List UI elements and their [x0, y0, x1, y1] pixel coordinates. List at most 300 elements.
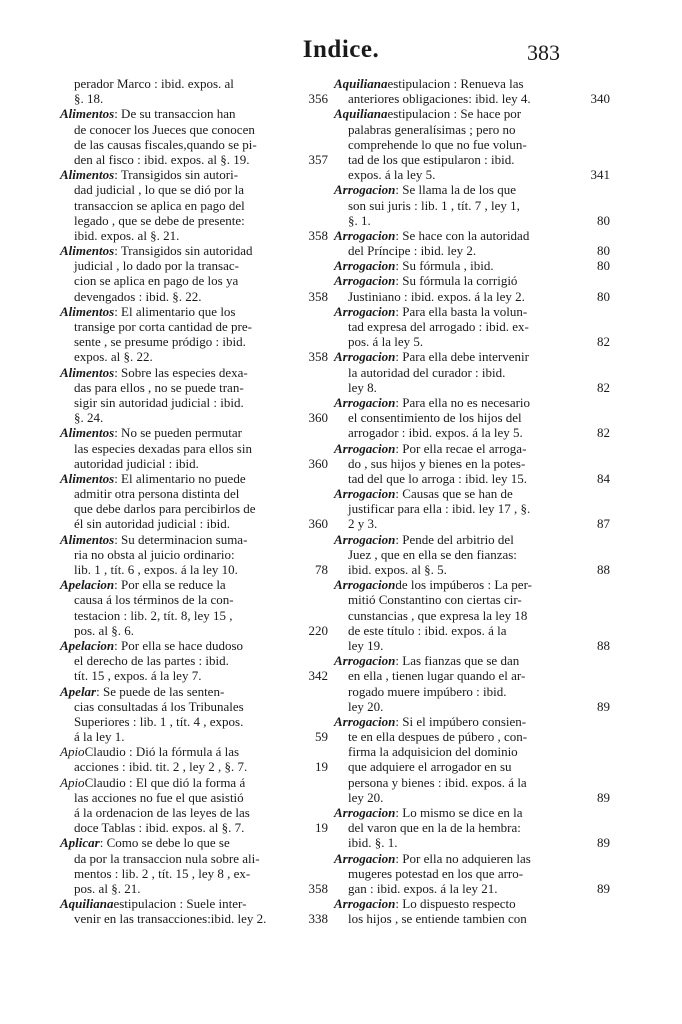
entry-line [60, 851, 304, 866]
entry-line [334, 714, 552, 729]
entry-text: las especies dexadas para ellos sin [74, 440, 252, 456]
entry-page-ref: 356 [308, 91, 328, 107]
entry-page-ref: 220 [308, 622, 328, 638]
entry-line [60, 668, 304, 683]
entry-keyword: Arrogacion [334, 713, 396, 729]
entry-page-ref: 358 [308, 227, 328, 243]
entry-text: á la ley 1. [74, 729, 125, 745]
entry-text: : Causas que se han de [395, 486, 513, 502]
entry-line [60, 699, 304, 714]
entry-line [334, 744, 566, 759]
entry-line [334, 881, 566, 896]
entry-line [334, 410, 566, 425]
entry-line [334, 516, 566, 531]
entry-page-ref: 82 [597, 379, 610, 395]
entry-line [334, 152, 566, 167]
entry-line [60, 653, 304, 668]
entry-page-ref: 89 [597, 880, 610, 896]
entry-line [60, 881, 304, 896]
index-column-right [334, 76, 610, 927]
entry-line [60, 167, 290, 182]
entry-text: mitió Constantino con ciertas cir- [348, 592, 522, 608]
entry-text: estipulacion : Renueva las [387, 76, 524, 91]
index-entry [334, 182, 610, 228]
entry-text: son sui juris : lib. 1 , tít. 7 , ley 1, [348, 197, 520, 213]
entry-text: del Príncipe : ibid. ley 2. [348, 243, 477, 259]
entry-text: dad judicial , lo que se dió por la [74, 182, 245, 198]
entry-text: en ella , tienen lugar quando el ar- [348, 668, 526, 684]
entry-text: Claudio : El que dió la forma á [84, 774, 246, 790]
entry-line [60, 911, 304, 926]
index-entry [334, 805, 610, 851]
entry-page-ref: 89 [597, 789, 610, 805]
entry-line [60, 896, 290, 911]
index-entry [334, 106, 610, 183]
entry-page-ref: 80 [597, 212, 610, 228]
entry-text: estipulacion : Se hace por [387, 106, 522, 122]
entry-text: : El alimentario no puede [114, 470, 246, 486]
entry-text: rogado muere impúbero : ibid. [348, 683, 507, 699]
index-entry [60, 577, 328, 638]
entry-text: comprehende lo que no fue volun- [348, 136, 527, 152]
entry-keyword: Arrogacion [334, 577, 396, 593]
index-entry [334, 303, 610, 350]
entry-line [60, 410, 304, 425]
entry-text: el consentimiento de los hijos del [348, 410, 522, 426]
entry-text: cion se aplica en pago de los ya [74, 273, 239, 289]
entry-line [60, 623, 304, 638]
entry-keyword: Apelacion [60, 637, 115, 653]
entry-text: : Su fórmula la corrigió [395, 273, 518, 289]
entry-text: mentos : lib. 2 , tít. 15 , ley 8 , ex- [74, 865, 251, 881]
entry-text: : Para ella debe intervenir [395, 349, 529, 365]
entry-text: á la ordenacion de las leyes de las [74, 805, 250, 820]
entry-text: legado , que se debe de presente: [74, 212, 245, 228]
entry-line [60, 258, 304, 273]
entry-text: : Se puede de las senten- [96, 683, 225, 699]
index-entry [334, 227, 610, 259]
index-entry [334, 896, 590, 926]
index-entry [334, 349, 610, 395]
entry-text: : No se pueden permutar [114, 425, 242, 441]
entry-keyword: Alimentos [60, 364, 115, 380]
entry-text: den al fisco : ibid. expos. al §. 19. [74, 151, 250, 167]
entry-page-ref: 341 [590, 167, 610, 183]
index-entry [334, 850, 610, 897]
entry-text: persona y bienes : ibid. expos. á la [348, 774, 527, 790]
entry-line [60, 759, 304, 774]
entry-text: sigir sin autoridad judicial : ibid. [74, 394, 244, 410]
entry-line [334, 577, 552, 592]
entry-line [334, 911, 566, 926]
entry-keyword: Arrogacion [334, 440, 396, 456]
entry-line [334, 213, 566, 228]
entry-line [60, 835, 290, 850]
entry-text: §. 24. [74, 410, 104, 426]
entry-line [60, 516, 304, 531]
entry-line [334, 365, 566, 380]
entry-keyword: Arrogacion [334, 227, 396, 243]
entry-page-ref: 88 [597, 562, 610, 578]
entry-text: : Lo dispuesto respecto [395, 896, 516, 912]
entry-line [334, 167, 566, 182]
entry-page-ref: 89 [597, 698, 610, 714]
entry-text: do , sus hijos y bienes en la potes- [348, 455, 526, 471]
entry-line [334, 805, 552, 820]
entry-line [60, 198, 304, 213]
index-entry [60, 425, 328, 471]
entry-line [334, 198, 566, 213]
entry-text: de conocer los Jueces que conocen [74, 121, 255, 137]
entry-text: cunstancias , que expresa la ley 18 [348, 607, 528, 623]
entry-text: te en ella despues de púbero , con- [348, 729, 528, 745]
entry-line [334, 668, 566, 683]
entry-keyword: Apio [60, 744, 85, 760]
entry-text: él sin autoridad judicial : ibid. [74, 516, 230, 532]
entry-text: ley 20. [348, 789, 384, 805]
entry-text: judicial , lo dado por la transac- [74, 258, 239, 274]
entry-line [60, 714, 304, 729]
entry-text: perador Marco : ibid. expos. al [74, 76, 234, 91]
entry-text: arrogador : ibid. expos. á la ley 5. [348, 425, 523, 441]
entry-line [334, 775, 566, 790]
entry-text: da por la transaccion nula sobre ali- [74, 850, 260, 866]
entry-keyword: Arrogacion [334, 182, 396, 198]
index-entry [60, 684, 328, 745]
entry-line [334, 425, 566, 440]
entry-line [334, 273, 552, 288]
entry-page-ref: 82 [597, 334, 610, 350]
entry-keyword: Alimentos [60, 470, 115, 486]
index-entry [60, 532, 328, 578]
entry-line [334, 304, 552, 319]
entry-line [334, 471, 566, 486]
entry-keyword: Alimentos [60, 531, 115, 547]
entry-page-ref: 19 [315, 820, 328, 836]
entry-text: acciones : ibid. tit. 2 , ley 2 , §. 7. [74, 759, 248, 775]
entry-page-ref: 338 [308, 911, 328, 927]
entry-text: tad del que lo arroga : ibid. ley 15. [348, 470, 528, 486]
entry-line [60, 395, 304, 410]
entry-text: causa á los términos de la con- [74, 592, 234, 608]
entry-text: : Por ella se reduce la [114, 577, 226, 593]
entry-keyword: Alimentos [60, 425, 115, 441]
entry-text: devengados : ibid. §. 22. [74, 288, 202, 304]
entry-keyword: Arrogacion [334, 486, 396, 502]
entry-line [60, 349, 304, 364]
entry-line [60, 304, 290, 319]
index-entry [60, 896, 328, 926]
entry-text: que adquiere el arrogador en su [348, 759, 512, 775]
entry-line [334, 623, 566, 638]
entry-text: : Se llama la de los que [395, 182, 516, 198]
entry-line [334, 592, 566, 607]
entry-page-ref: 360 [308, 516, 328, 532]
index-entry [334, 440, 610, 487]
entry-text: Juez , que en ella se den fianzas: [348, 546, 517, 562]
entry-line [334, 501, 566, 516]
entry-line [334, 441, 552, 456]
entry-line [60, 441, 304, 456]
entry-line [60, 182, 304, 197]
entry-line [334, 684, 566, 699]
entry-text: doce Tablas : ibid. expos. al §. 7. [74, 820, 245, 836]
entry-line [334, 456, 566, 471]
entry-line [334, 699, 566, 714]
entry-text: las acciones no fue el que asistió [74, 789, 244, 805]
page-title: Indice. [302, 36, 380, 63]
entry-keyword: Apelacion [60, 577, 115, 593]
entry-text: transige por corta cantidad de pre- [74, 319, 252, 334]
entry-line [334, 334, 566, 349]
entry-keyword: Arrogacion [334, 805, 396, 820]
entry-line [60, 365, 290, 380]
entry-text: §. 18. [74, 91, 104, 107]
entry-text: los hijos , se entiende tambien con [348, 911, 527, 927]
entry-text: ley 19. [348, 637, 384, 653]
entry-line [60, 532, 290, 547]
entry-line [60, 775, 290, 790]
entry-line [334, 395, 552, 410]
entry-text: tad expresa del arrogado : ibid. ex- [348, 319, 529, 334]
index-entry [60, 835, 328, 896]
entry-line [60, 122, 304, 137]
entry-line [334, 820, 566, 835]
index-entry [60, 638, 328, 684]
entry-line [60, 577, 290, 592]
index-entry [334, 713, 610, 805]
entry-keyword: Apelar [60, 683, 97, 699]
entry-line [60, 820, 304, 835]
entry-page-ref: 358 [308, 349, 328, 365]
entry-line [334, 258, 552, 273]
entry-page-ref: 357 [308, 151, 328, 167]
entry-page-ref: 342 [308, 668, 328, 684]
entry-line [334, 532, 552, 547]
entry-text: : Como se debe lo que se [99, 835, 230, 851]
entry-line [60, 547, 304, 562]
entry-keyword: Alimentos [60, 167, 115, 183]
entry-line [60, 638, 290, 653]
entry-text: gan : ibid. expos. á la ley 21. [348, 880, 498, 896]
entry-text: ibid. expos. al §. 21. [74, 227, 180, 243]
entry-line [60, 805, 304, 820]
entry-text: : Pende del arbitrio del [395, 531, 514, 547]
entry-page-ref: 360 [308, 455, 328, 471]
entry-text: : Transigidos sin autoridad [114, 243, 253, 259]
entry-text: de las causas fiscales,quando se pi- [74, 136, 257, 152]
entry-text: tad de los que estipularon : ibid. [348, 151, 515, 167]
entry-text: mugeres potestad en los que arro- [348, 865, 524, 881]
index-entry [334, 577, 610, 653]
index-entry [60, 471, 328, 532]
entry-text: : Por ella se hace dudoso [114, 637, 244, 653]
entry-page-ref: 358 [308, 288, 328, 304]
entry-page-ref: 80 [597, 288, 610, 304]
entry-line [60, 456, 304, 471]
entry-text: : Su determinacion suma- [114, 531, 248, 547]
index-entry [334, 76, 610, 107]
entry-text: pos. á la ley 5. [348, 334, 424, 350]
entry-keyword: Arrogacion [334, 531, 396, 547]
entry-line [334, 866, 566, 881]
index-entry [334, 486, 610, 532]
entry-text: firma la adquisicion del dominio [348, 744, 518, 760]
entry-line [60, 501, 304, 516]
entry-keyword: Aquiliana [334, 76, 388, 91]
entry-text: palabras generalísimas ; pero no [348, 121, 516, 137]
entry-line [334, 137, 566, 152]
entry-keyword: Aquiliana [60, 896, 114, 912]
entry-line [334, 106, 552, 121]
entry-text: estipulacion : Suele inter- [113, 896, 247, 912]
entry-line [60, 76, 304, 91]
index-entry [60, 365, 328, 426]
entry-text: : El alimentario que los [114, 303, 236, 319]
entry-line [60, 790, 304, 805]
entry-line [60, 213, 304, 228]
index-entry [60, 775, 328, 836]
entry-text: Claudio : Dió la fórmula á las [84, 744, 240, 760]
entry-line [60, 684, 290, 699]
entry-text: el derecho de las partes : ibid. [74, 653, 229, 669]
entry-line [60, 471, 290, 486]
entry-text: : Si el impúbero consien- [395, 713, 527, 729]
entry-page-ref: 87 [597, 516, 610, 532]
entry-line [60, 319, 304, 334]
entry-text: : Transigidos sin autori- [114, 167, 239, 183]
index-entry [60, 744, 328, 774]
entry-line [334, 380, 566, 395]
entry-text: ley 8. [348, 379, 377, 395]
entry-text: : Las fianzas que se dan [395, 653, 520, 669]
entry-page-ref: 88 [597, 637, 610, 653]
entry-text: pos. al §. 21. [74, 880, 141, 896]
entry-keyword: Alimentos [60, 303, 115, 319]
entry-text: : Sobre las especies dexa- [114, 364, 248, 380]
entry-text: que debe darlos para percibirlos de [74, 501, 256, 517]
page-number: 383 [527, 40, 560, 65]
entry-line [334, 653, 552, 668]
entry-text: : Su fórmula , ibid. [395, 258, 494, 274]
entry-page-ref: 59 [315, 729, 328, 745]
entry-text: justificar para ella : ibid. ley 17 , §. [348, 501, 531, 517]
entry-line [60, 729, 304, 744]
entry-text: lib. 1 , tít. 6 , expos. á la ley 10. [74, 562, 238, 577]
index-entry [334, 531, 610, 578]
entry-line [334, 608, 566, 623]
entry-line [60, 486, 304, 501]
entry-text: : Por ella no adquieren las [395, 850, 531, 866]
entry-text: Justiniano : ibid. expos. á la ley 2. [348, 288, 525, 304]
index-entry [60, 76, 328, 106]
entry-keyword: Arrogacion [334, 896, 396, 912]
entry-line [60, 91, 304, 106]
entry-text: : Para ella no es necesario [395, 394, 531, 410]
entry-line [60, 334, 304, 349]
entry-page-ref: 80 [597, 243, 610, 259]
entry-page-ref: 80 [597, 258, 610, 274]
entry-text: ley 20. [348, 698, 384, 714]
entry-line [60, 866, 304, 881]
entry-keyword: Arrogacion [334, 850, 396, 866]
entry-line [60, 273, 304, 288]
entry-page-ref: 89 [597, 835, 610, 851]
entry-text: de los impúberos : La per- [395, 577, 532, 593]
entry-line [334, 243, 566, 258]
entry-text: anteriores obligaciones: ibid. ley 4. [348, 91, 531, 107]
index-column-left [60, 76, 328, 927]
entry-line [60, 152, 304, 167]
entry-page-ref: 358 [308, 880, 328, 896]
entry-text: expos. al §. 22. [74, 349, 153, 365]
entry-line [60, 380, 304, 395]
entry-page-ref: 360 [308, 410, 328, 426]
entry-page-ref: 82 [597, 425, 610, 441]
entry-keyword: Alimentos [60, 106, 115, 122]
entry-line [334, 228, 552, 243]
entry-text: cias consultadas á los Tribunales [74, 698, 244, 714]
entry-text: Superiores : lib. 1 , tít. 4 , expos. [74, 713, 244, 729]
entry-line [60, 106, 290, 121]
entry-keyword: Alimentos [60, 243, 115, 259]
entry-line [334, 562, 566, 577]
entry-line [334, 638, 566, 653]
entry-page-ref: 78 [315, 562, 328, 578]
entry-line [334, 91, 566, 106]
index-entry [334, 258, 610, 274]
index-entry [334, 273, 610, 304]
entry-text: : Por ella recae el arroga- [395, 440, 527, 456]
entry-text: sente , se presume pródigo : ibid. [74, 334, 246, 350]
entry-keyword: Arrogacion [334, 303, 396, 319]
entry-line [60, 744, 290, 759]
entry-line [334, 896, 552, 911]
entry-text: : De su transaccion han [114, 106, 236, 122]
entry-text: pos. al §. 6. [74, 622, 134, 638]
entry-line [334, 759, 566, 774]
index-entry [60, 243, 328, 304]
entry-line [334, 122, 566, 137]
entry-keyword: Aplicar [60, 835, 100, 851]
entry-text: admitir otra persona distinta del [74, 486, 240, 502]
entry-keyword: Apio [60, 774, 85, 790]
entry-line [334, 547, 566, 562]
entry-line [60, 243, 290, 258]
index-entry [60, 106, 328, 167]
entry-keyword: Arrogacion [334, 349, 396, 365]
entry-page-ref: 84 [597, 470, 610, 486]
entry-line [334, 76, 552, 91]
entry-text: : Lo mismo se dice en la [395, 805, 523, 820]
entry-text: §. 1. [348, 212, 371, 228]
entry-page-ref: 340 [590, 91, 610, 107]
entry-text: tít. 15 , expos. á la ley 7. [74, 668, 202, 684]
entry-text: das para ellos , no se puede tran- [74, 379, 244, 395]
entry-line [334, 289, 566, 304]
entry-text: de este título : ibid. expos. á la [348, 622, 507, 638]
entry-line [60, 562, 304, 577]
entry-keyword: Aquiliana [334, 106, 388, 122]
entry-keyword: Arrogacion [334, 258, 396, 274]
entry-line [334, 790, 566, 805]
entry-text: 2 y 3. [348, 516, 378, 532]
entry-keyword: Arrogacion [334, 653, 396, 669]
entry-line [334, 835, 566, 850]
entry-text: la autoridad del curador : ibid. [348, 364, 506, 380]
entry-line [60, 608, 304, 623]
entry-page-ref: 19 [315, 759, 328, 775]
